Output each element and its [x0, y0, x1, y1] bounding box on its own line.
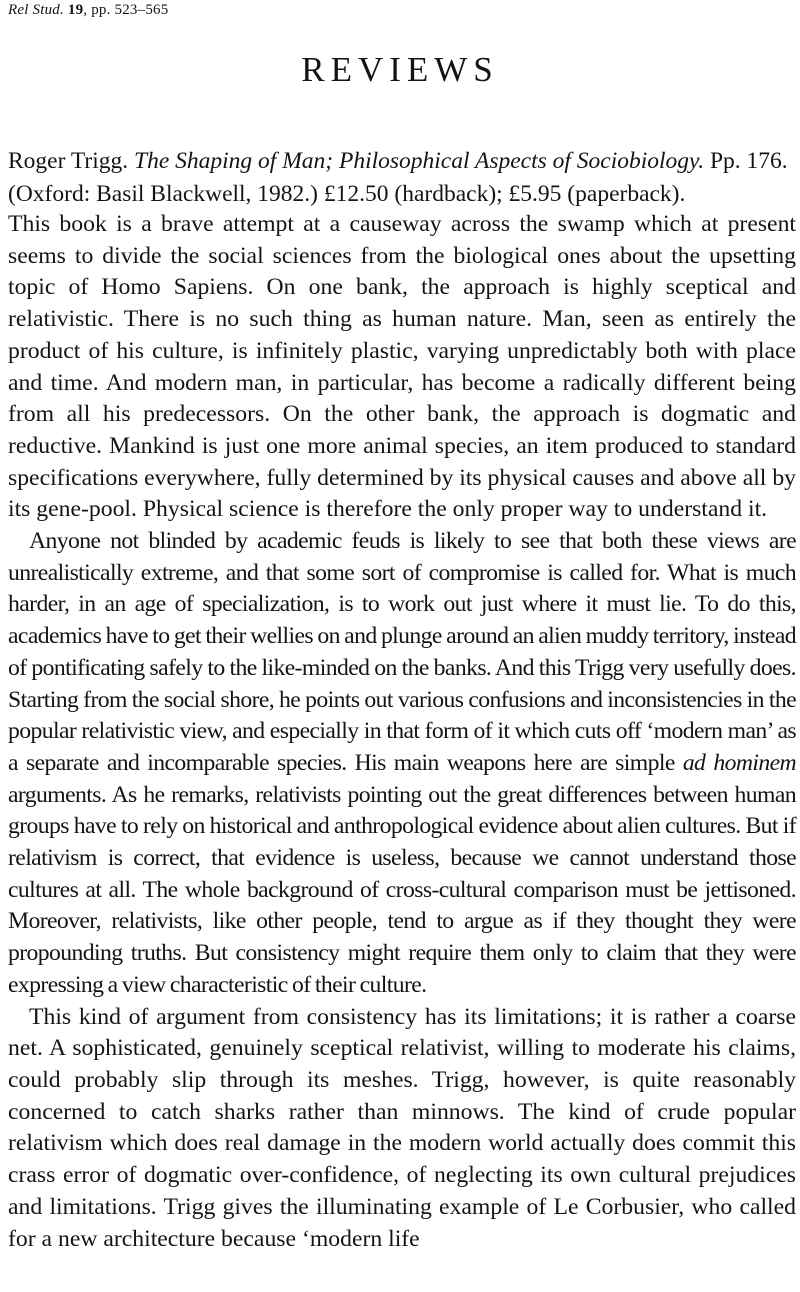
paragraph-2-part-a: Anyone not blinded by academic feuds is likely to see that both these views are unrealistically extreme, and that some sort of compromise is called for. What is much harder, in an age of specialization, is to work out just where it must lie. To do this, academics have to get their wellies on and plunge around an alien muddy territory, instead of pontificating safely to the like-minded on the banks. And this Trigg very usefully does. Starting from the social shore, he points out various confusions and inconsistencies in the popular relativistic view, and especially in that form of it which cuts off ‘modern man’ as a separate and incomparable species. His main weapons here are simple	[8, 528, 796, 776]
paragraph-1: This book is a brave attempt at a causeway across the swamp which at present seems to divide the social sciences from the biological ones about the upsetting topic of Homo Sapiens. On one bank, the approach is highly sceptical and relativistic. There is no such thing as human nature. Man, seen as entirely the product of his culture, is infinitely plastic, varying unpredictably both with place and time. And modern man, in particular, has become a radically different being from all his predecessors. On the other bank, the approach is dogmatic and reductive. Mankind is just one more animal species, an item produced to standard specifications everywhere, fully determined by its physical causes and above all by its gene-pool. Physical science is therefore the only proper way to understand it.	[8, 211, 797, 523]
volume-number: 19	[67, 2, 84, 18]
journal-name: Rel Stud.	[8, 2, 64, 18]
paragraph-3: This kind of argument from consistency has its limitations; it is rather a coarse net. A sophisticated, genuinely sceptical relativist, willing to moderate his claims, could probably slip through its meshes. Trigg, however, is quite reasonably concerned to catch sharks rather than minnows. The kind of crude popular relativism which does real damage in the modern world actually does commit this crass error of dogmatic over-confidence, of neglecting its own cultural prejudices and limitations. Trigg gives the illuminating example of Le Corbusier, who called for a new architecture because ‘modern life	[8, 1003, 796, 1252]
book-title: The Shaping of Man; Philosophical Aspects of Sociobiology.	[134, 148, 705, 174]
paragraph-2-part-b: arguments. As he remarks, relativists pointing out the great differences between human groups have to rely on historical and anthropological evidence about alien cultures. But if relativism is correct, that evidence is useless, because we cannot understand those cultures at all. The whole background of cross-cultural comparison must be jettisoned. Moreover, relativists, like other people, tend to argue as if they thought they were propounding truths. But consistency might require them only to claim that they were expressing a view characteristic of their culture.	[8, 781, 796, 998]
page-range: , pp. 523–565	[83, 2, 169, 18]
running-header	[8, 2, 168, 19]
review-body	[8, 209, 796, 1255]
paragraph-2-italic: ad hominem	[682, 749, 797, 776]
book-author: Roger Trigg.	[8, 148, 129, 174]
book-details: Pp. 176. (Oxford: Basil Blackwell, 1982.) £12.50 (hardback); £5.95 (paperback).	[8, 148, 788, 207]
book-citation	[8, 145, 794, 211]
section-title: REVIEWS	[301, 50, 499, 89]
paragraph-2	[8, 526, 796, 1002]
